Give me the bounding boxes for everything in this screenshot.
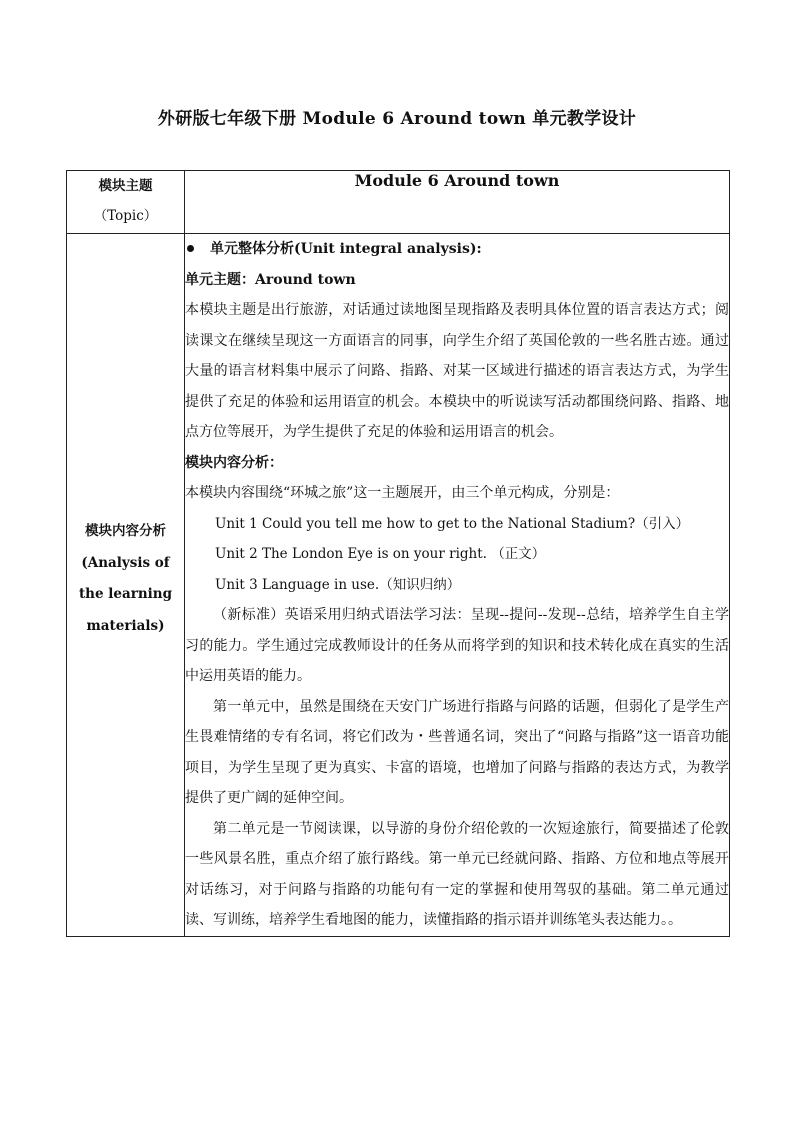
paragraph-method: （新标准）英语采用归纳式语法学习法：呈现--提问--发现--总结，培养学生自主学习的能力。学生通过完成教师设计的任务从而将学到的知识和技术转化成在真实的生活中运用英语的能力。: [185, 607, 729, 684]
unit-item-1: Unit 1 Could you tell me how to get to the National Stadium?（引入）: [215, 515, 690, 532]
section-heading: 单元整体分析(Unit integral analysis):: [210, 241, 482, 257]
unit-item-2: Unit 2 The London Eye is on your right. （正文）: [215, 546, 546, 562]
bullet-icon: [187, 245, 194, 252]
analysis-row: [67, 234, 730, 937]
section-heading-line: [185, 234, 729, 265]
content-heading: 模块内容分析：: [185, 454, 283, 471]
topic-label-cell: [67, 171, 185, 234]
paragraph-structure: 本模块内容围绕“环城之旅”这一主题展开，由三个单元构成，分别是：: [185, 485, 620, 501]
analysis-content-cell: [185, 234, 730, 937]
paragraph-unit-2: 第二单元是一节阅读课，以导游的身份介绍伦敦的一次短途旅行，简要描述了伦敦一些风景名胜，重点介绍了旅行路线。第一单元已经就问路、指路、方位和地点等展开对话练习，对于问路与指路的功能句有一定的掌握和使用驾驭的基础。第二单元通过读、写训练，培养学生看地图的能力，读懂指路的指示语并训练笔头表达能力。。: [185, 820, 729, 928]
analysis-label-cell: [67, 234, 185, 937]
analysis-label-line-1: 模块内容分析: [85, 523, 166, 539]
design-table: [66, 170, 730, 937]
topic-row: [67, 171, 730, 234]
unit-theme: 单元主题：Around town: [185, 271, 356, 288]
document-title: 外研版七年级下册 Module 6 Around town 单元教学设计: [157, 109, 637, 129]
paragraph-overview: 本模块主题是出行旅游，对话通过读地图呈现指路及表明具体位置的语言表达方式；阅读课文在继续呈现这一方面语言的同事，向学生介绍了英国伦敦的一些名胜古迹。通过大量的语言材料集中展示了问路、指路、对某一区域进行描述的语言表达方式，为学生提供了充足的体验和运用语宣的机会。本模块中的听说读写活动都围绕问路、指路、地点方位等展开，为学生提供了充足的体验和运用语言的机会。: [185, 302, 729, 440]
paragraph-unit-1: 第一单元中，虽然是围绕在天安门广场进行指路与问路的话题，但弱化了是学生产生畏难情绪的专有名词，将它们改为・些普通名词，突出了“问路与指路”这一语音功能项目，为学生呈现了更为真实、卡富的语境，也增加了问路与指路的表达方式，为教学提供了更广阔的延伸空间。: [185, 698, 729, 806]
topic-value-cell: [185, 171, 730, 234]
analysis-label-line-2: (Analysis of: [81, 554, 170, 571]
topic-value: Module 6 Around town: [354, 171, 560, 190]
analysis-label-line-4: materials): [86, 617, 165, 634]
unit-item-3: Unit 3 Language in use.（知识归纳）: [215, 576, 461, 593]
topic-label-en: （Topic）: [93, 208, 158, 224]
analysis-label-line-3: the learning: [78, 586, 173, 602]
topic-label-cn: 模块主题: [98, 178, 153, 194]
